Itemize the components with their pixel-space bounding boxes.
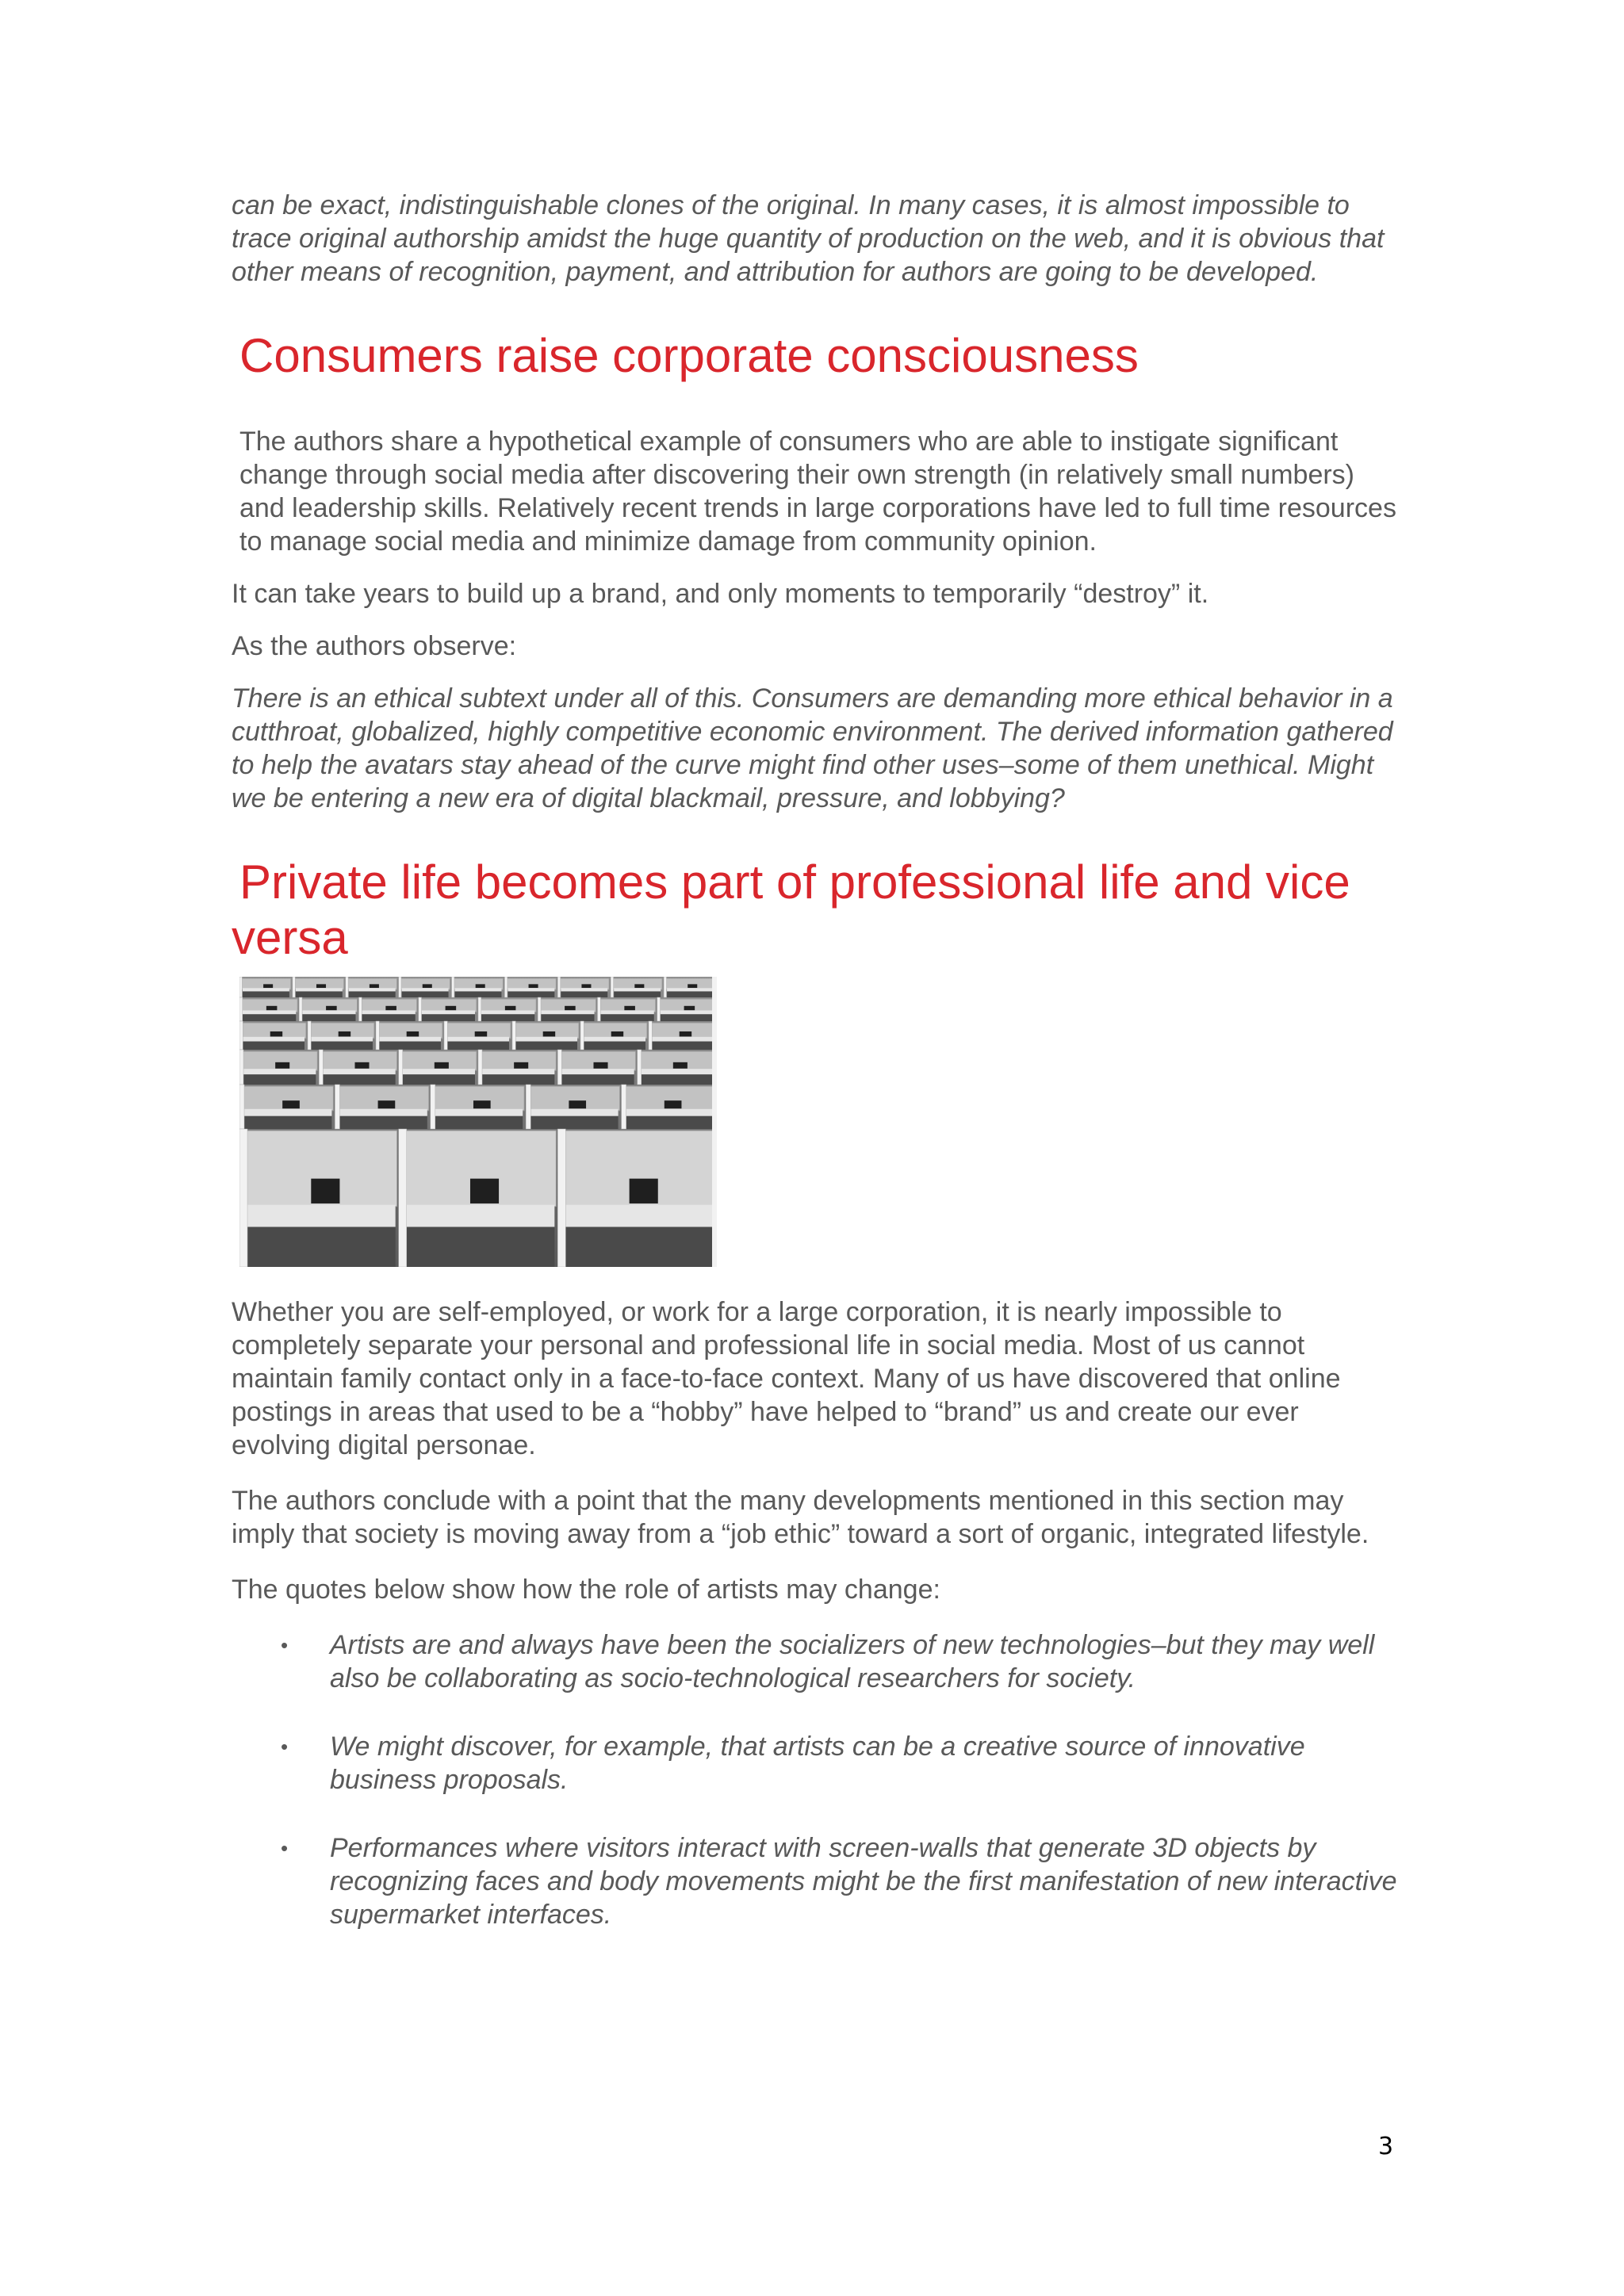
bullet-icon: • — [281, 1633, 289, 1657]
document-page — [232, 189, 1397, 1966]
quote-text: Artists are and always have been the socializers of new technologies–but they may well also be collaborating as socio-technological researchers for society. — [330, 1630, 1375, 1693]
bullet-icon: • — [281, 1836, 289, 1860]
page-number: 3 — [1378, 2133, 1394, 2160]
bullet-icon: • — [281, 1735, 289, 1758]
office-cubicles-image — [239, 977, 717, 1267]
section1-paragraph-3: As the authors observe: — [232, 631, 517, 661]
section2-paragraph-3: The quotes below show how the role of artists may change: — [232, 1575, 940, 1605]
section-heading-line-1: Private life becomes part of professional life and vice — [239, 855, 1350, 909]
section-heading-private-life — [232, 855, 1397, 966]
intro-paragraph: can be exact, indistinguishable clones of the original. In many cases, it is almost impossible to trace original authorship amidst the huge quantity of production on the web, and it is obvious that other means of recognition, payment, and attribution for authors are going to be developed. — [232, 190, 1385, 287]
list-item — [232, 1730, 1397, 1797]
list-item — [232, 1628, 1397, 1695]
section1-quote: There is an ethical subtext under all of this. Consumers are demanding more ethical behavior in a cutthroat, globalized, highly competitive economic environment. The derived information gathered to help the avatars stay ahead of the curve might find other uses–some of them unethical. Might we be entering a new era of digital blackmail, pressure, and lobbying? — [232, 683, 1393, 813]
quote-text: Performances where visitors interact with screen-walls that generate 3D objects by recognizing faces and body movements might be the first manifestation of new interactive supermarket interfaces. — [330, 1833, 1397, 1930]
section2-paragraph-2: The authors conclude with a point that the many developments mentioned in this section may imply that society is moving away from a “job ethic” toward a sort of organic, integrated lifestyle. — [232, 1486, 1369, 1549]
section1-paragraph-2: It can take years to build up a brand, and only moments to temporarily “destroy” it. — [232, 579, 1209, 609]
section1-paragraph-1: The authors share a hypothetical example of consumers who are able to instigate significant change through social media after discovering their own strength (in relatively small numbers) and leadership skills. Relatively recent trends in large corporations have led to full time resources to manage social media and minimize damage from community opinion. — [239, 427, 1396, 557]
section2-paragraph-1: Whether you are self-employed, or work for a large corporation, it is nearly impossible to completely separate your personal and professional life in social media. Most of us cannot maintain family contact only in a face-to-face context. Many of us have discovered that online postings in areas that used to be a “hobby” have helped to “brand” us and create our ever evolving digital personae. — [232, 1297, 1341, 1460]
office-cubicles-image-icon — [239, 977, 717, 1267]
quote-text: We might discover, for example, that artists can be a creative source of innovative business proposals. — [330, 1732, 1305, 1795]
list-item — [232, 1831, 1397, 1931]
section-heading-line-2: versa — [232, 911, 348, 964]
artist-quotes-list — [232, 1628, 1397, 1931]
section-heading-consumers: Consumers raise corporate consciousness — [239, 329, 1139, 382]
